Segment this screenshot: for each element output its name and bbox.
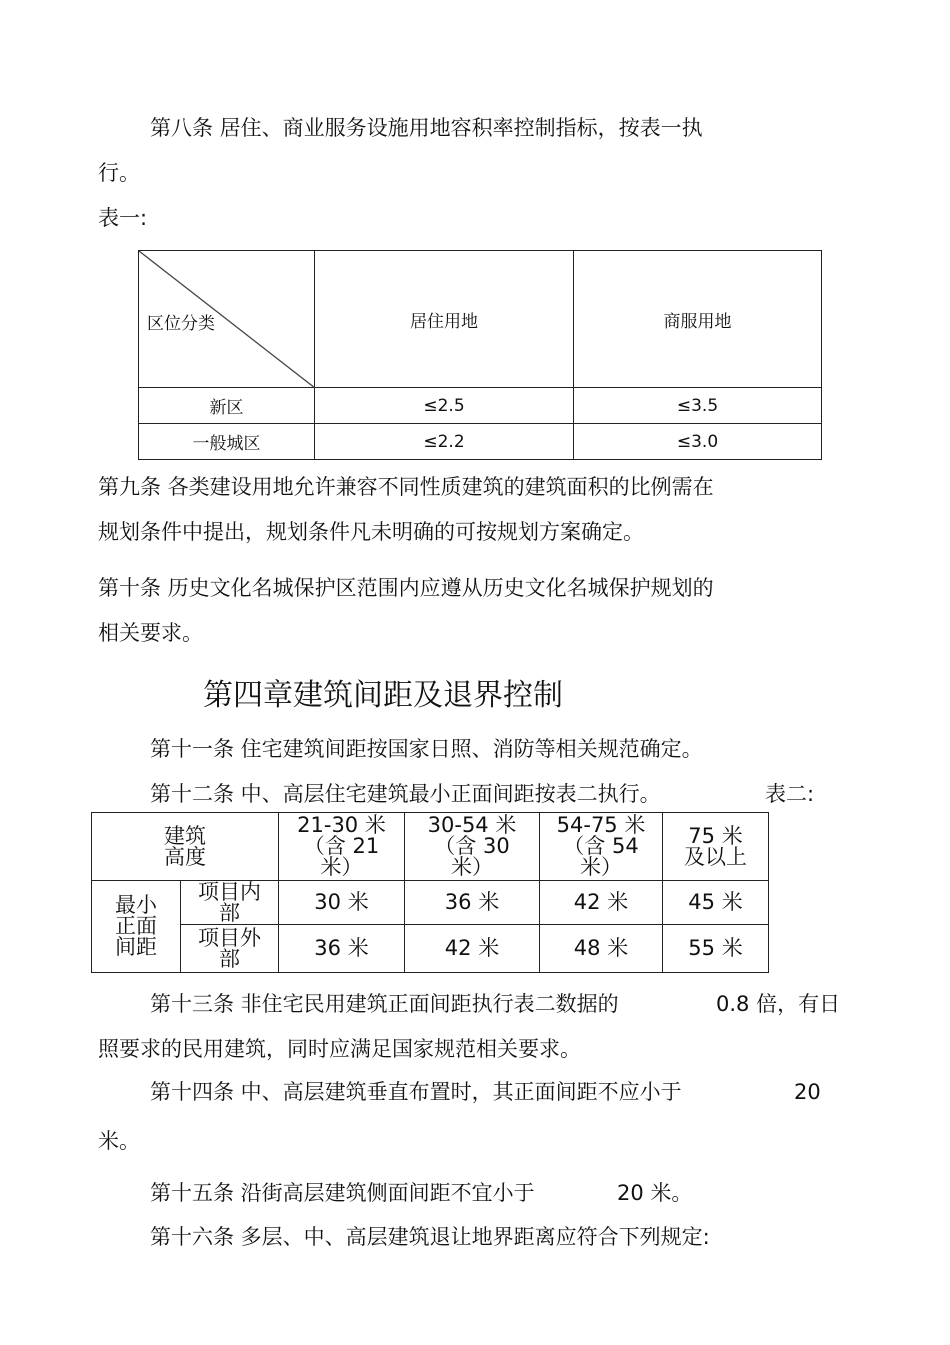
col-line: （含 30 bbox=[434, 834, 510, 858]
table2-cell: 45 米 bbox=[663, 881, 769, 925]
table2-cell: 36 米 bbox=[405, 881, 540, 925]
table1-col-commercial: 商服用地 bbox=[574, 251, 822, 388]
article10-line1: 第十条 历史文化名城保护区范围内应遵从历史文化名城保护规划的 bbox=[98, 576, 714, 600]
table2-cell: 55 米 bbox=[663, 925, 769, 973]
table1 bbox=[138, 250, 822, 460]
table1-row-name: 一般城区 bbox=[139, 424, 315, 460]
table1-label: 表一: bbox=[98, 206, 148, 230]
table1-row-com: ≤3.0 bbox=[574, 424, 822, 460]
table2-height-line1: 建筑 bbox=[164, 823, 206, 848]
group-line: 间距 bbox=[115, 935, 157, 959]
table2-cell: 36 米 bbox=[279, 925, 405, 973]
article8-line2: 行。 bbox=[98, 161, 140, 185]
col-line: （含 21 bbox=[303, 834, 380, 858]
table2-cell: 42 米 bbox=[405, 925, 540, 973]
table1-row-name: 新区 bbox=[139, 388, 315, 424]
table1-row-res: ≤2.2 bbox=[315, 424, 574, 460]
row-name-line: 部 bbox=[219, 946, 240, 971]
article13-value: 0.8 倍，有日 bbox=[716, 992, 841, 1016]
col-line: 21-30 米 bbox=[297, 813, 386, 837]
table1-row bbox=[139, 388, 822, 424]
article14-line2: 米。 bbox=[98, 1129, 140, 1153]
col-line: 及以上 bbox=[684, 844, 747, 869]
table2-cell: 42 米 bbox=[540, 881, 663, 925]
article12: 第十二条 中、高层住宅建筑最小正面间距按表二执行。 bbox=[150, 782, 661, 806]
article10-line2: 相关要求。 bbox=[98, 621, 203, 645]
article13-line1: 第十三条 非住宅民用建筑正面间距执行表二数据的 bbox=[150, 992, 619, 1016]
group-line: 正面 bbox=[115, 914, 157, 938]
article15-line1: 第十五条 沿街高层建筑侧面间距不宜小于 bbox=[150, 1181, 535, 1205]
table2-height-header bbox=[92, 813, 279, 881]
table1-col-residential: 居住用地 bbox=[315, 251, 574, 388]
row-name-line: 项目外 bbox=[198, 925, 261, 950]
table2-cell: 48 米 bbox=[540, 925, 663, 973]
col-line: 54-75 米 bbox=[556, 813, 646, 837]
article8-line1: 第八条 居住、商业服务设施用地容积率控制指标，按表一执 bbox=[150, 116, 703, 140]
article16: 第十六条 多层、中、高层建筑退让地界距离应符合下列规定: bbox=[150, 1225, 710, 1249]
table2-cell: 30 米 bbox=[279, 881, 405, 925]
table1-row-res: ≤2.5 bbox=[315, 388, 574, 424]
article14-line1: 第十四条 中、高层建筑垂直布置时，其正面间距不应小于 bbox=[150, 1080, 682, 1104]
article9-line1: 第九条 各类建设用地允许兼容不同性质建筑的建筑面积的比例需在 bbox=[98, 475, 714, 499]
table2-row-outside bbox=[92, 925, 769, 973]
article14-value: 20 bbox=[794, 1080, 821, 1104]
table2-label: 表二: bbox=[765, 782, 815, 806]
table2-col-21-30 bbox=[279, 813, 405, 881]
row-name-line: 项目内 bbox=[198, 879, 261, 904]
chapter-title: 第四章建筑间距及退界控制 bbox=[203, 678, 563, 713]
row-name-line: 部 bbox=[219, 900, 240, 925]
col-line: 米） bbox=[451, 855, 493, 879]
table2-col-30-54 bbox=[405, 813, 540, 881]
table2-group-cell bbox=[92, 881, 181, 973]
col-line: 30-54 米 bbox=[427, 813, 517, 837]
table2-row-inside bbox=[92, 881, 769, 925]
table2-col-54-75 bbox=[540, 813, 663, 881]
table2 bbox=[91, 812, 769, 973]
col-line: 米） bbox=[320, 855, 363, 879]
group-line: 最小 bbox=[115, 893, 157, 917]
article9-line2: 规划条件中提出，规划条件凡未明确的可按规划方案确定。 bbox=[98, 520, 644, 544]
article11: 第十一条 住宅建筑间距按国家日照、消防等相关规范确定。 bbox=[150, 737, 703, 761]
col-line: （含 54 bbox=[563, 834, 639, 858]
table2-col-75-plus bbox=[663, 813, 769, 881]
article13-line2: 照要求的民用建筑，同时应满足国家规范相关要求。 bbox=[98, 1037, 581, 1061]
table1-corner-label: 区位分类 bbox=[147, 314, 215, 334]
table1-header-row bbox=[139, 251, 822, 388]
table1-corner-cell bbox=[139, 251, 315, 388]
table1-row bbox=[139, 424, 822, 460]
article15-value: 20 米。 bbox=[617, 1181, 693, 1205]
col-line: 米） bbox=[580, 855, 622, 879]
table2-row-name bbox=[181, 881, 279, 925]
col-line: 75 米 bbox=[688, 823, 743, 848]
table2-row-name bbox=[181, 925, 279, 973]
table1-row-com: ≤3.5 bbox=[574, 388, 822, 424]
table2-header-row bbox=[92, 813, 769, 881]
table2-height-line2: 高度 bbox=[164, 844, 206, 869]
